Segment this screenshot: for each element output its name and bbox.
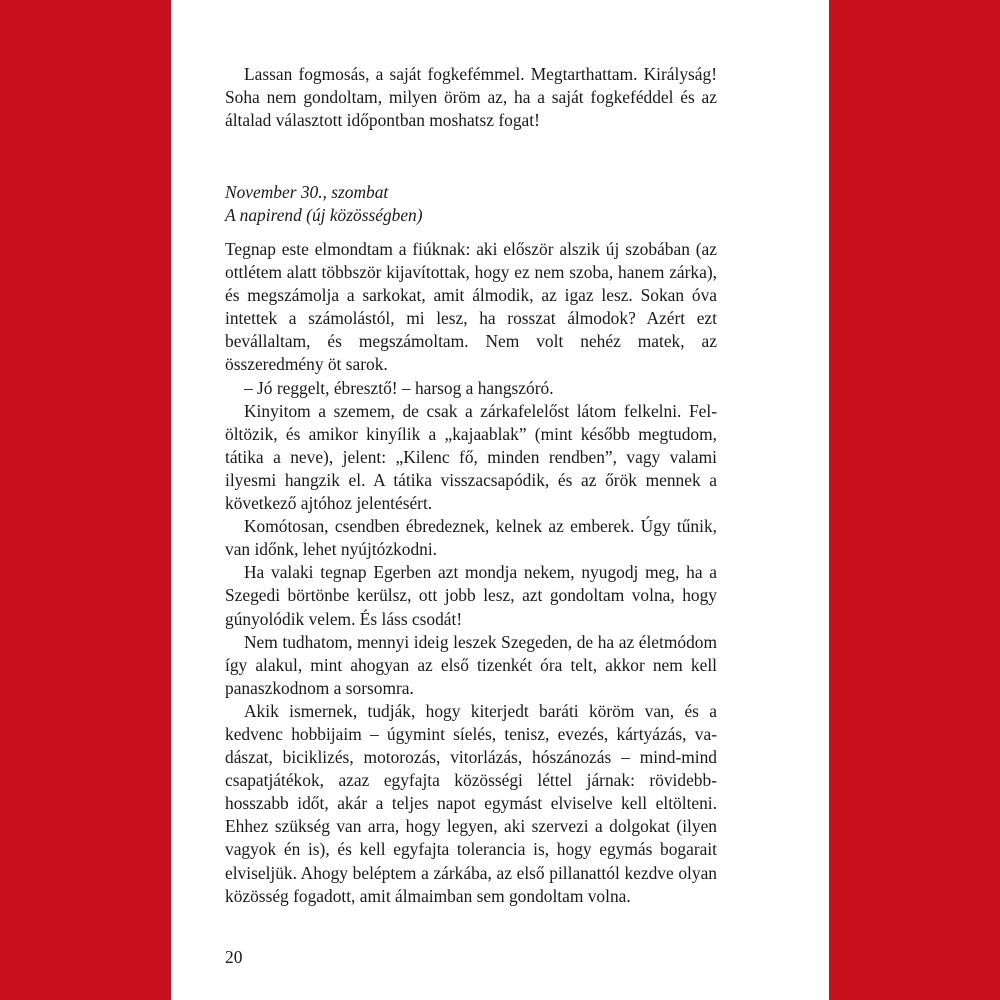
- page-number: 20: [225, 947, 243, 967]
- diary-entry-heading: [225, 181, 717, 227]
- paragraph: Tegnap este elmondtam a fiúknak: aki először alszik új szobában (az ottlétem alatt többször kijavítottak, hogy ez nem szoba, hanem zárka), és megszámolja a sarkokat, amit álmodik, az igaz lesz. Sokan óva intettek a számolástól, mi lesz, ha rosszat álmodok? Azért ezt bevállaltam, és megszámoltam. Nem volt nehéz matek, az összeredmény öt sarok.: [225, 239, 717, 375]
- paragraph: Akik ismernek, tudják, hogy kiterjedt baráti köröm van, és a kedvenc hobbijaim – úgymint síelés, tenisz, evezés, kártyázás, vadászat, biciklizés, motorozás, vitorlázás, hószánozás – mind-mind csapatjátékok, azaz egyfajta közösségi léttel járnak: rövidebb-hosszabb időt, akár a teljes napot egymást elviselve kell eltölteni. Ehhez szükség van arra, hogy legyen, aki szervezi a dolgokat (ilyen vagyok én is), és kell egyfajta tolerancia is, hogy egymás bogarait elviseljük. Ahogy beléptem a zárkába, az első pillanattól kezdve olyan közösség fogadott, amit álmaimban sem gondoltam volna.: [225, 700, 717, 906]
- paragraph: Kinyitom a szemem, de csak a zárkafelelőst látom felkelni. Felöltözik, és amikor kinyílik a „kajaablak” (mint később megtudom, tátika a neve), jelent: „Kilenc fő, minden rendben”, vagy valami ilyesmi hangzik el. A tátika visszacsapódik, és az őrök mennek a következő ajtóhoz jelentésért.: [225, 400, 717, 514]
- entry-title: A napirend (új közösségben): [225, 205, 423, 226]
- paragraph: Ha valaki tegnap Egerben azt mondja nekem, nyugodj meg, ha a Szegedi börtönbe kerülsz, ott jobb lesz, azt gondoltam volna, hogy gúnyolódik velem. És láss csodát!: [225, 562, 717, 629]
- paragraph: – Jó reggelt, ébresztő! – harsog a hangszóró.: [244, 377, 554, 398]
- paragraph: Lassan fogmosás, a saját fogkefémmel. Megtarthattam. Királyság! Soha nem gondoltam, milyen öröm az, ha a saját fogkeféddel és az általad választott időpontban moshatsz fogat!: [225, 64, 717, 131]
- entry-date: November 30., szombat: [225, 182, 389, 202]
- paragraph: Komótosan, csendben ébredeznek, kelnek az emberek. Úgy tűnik, van időnk, lehet nyújtózkodni.: [225, 516, 717, 560]
- intro-text: [225, 63, 717, 132]
- paragraph: Nem tudhatom, mennyi ideig leszek Szegeden, de ha az életmódom így alakul, mint ahogyan az első tizenkét óra telt, akkor nem kell panaszkodnom a sorsomra.: [225, 631, 717, 698]
- entry-body: [225, 238, 717, 908]
- book-page: [171, 0, 829, 1000]
